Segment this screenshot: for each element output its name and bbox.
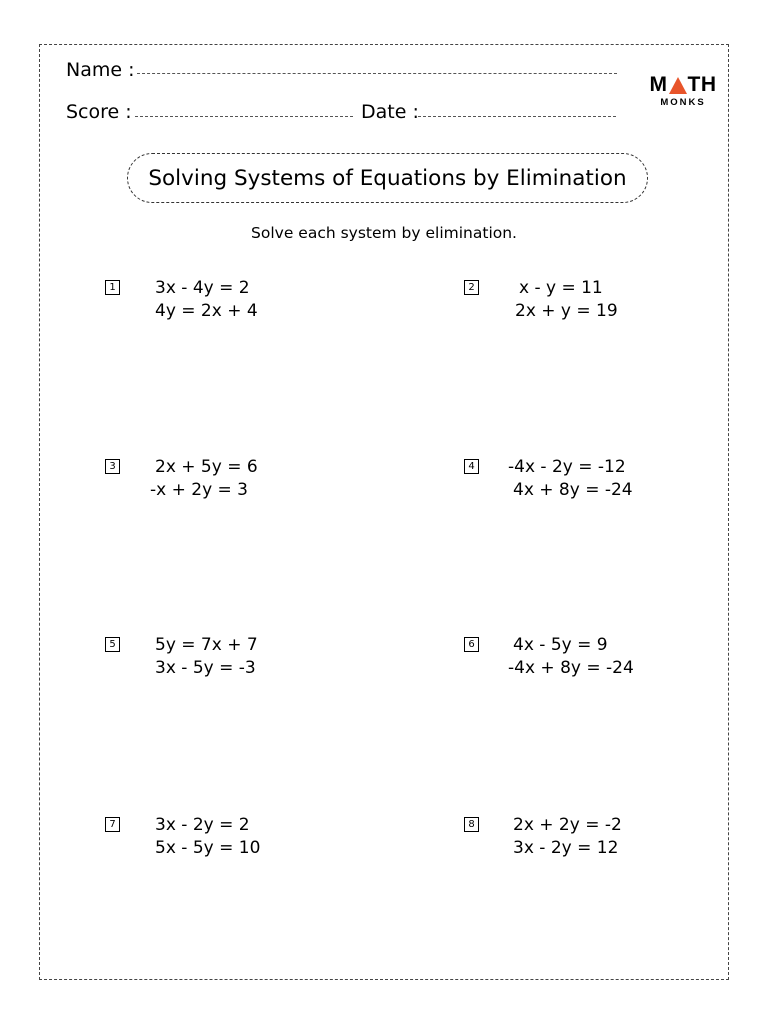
logo-subtitle: MONKS bbox=[660, 97, 706, 108]
score-input-line[interactable] bbox=[135, 116, 353, 117]
equation-1: 2x + 5y = 6 bbox=[155, 457, 258, 477]
problem-number: 4 bbox=[464, 459, 479, 474]
problem-number: 7 bbox=[105, 817, 120, 832]
problem-number: 2 bbox=[464, 280, 479, 295]
date-label: Date : bbox=[361, 101, 419, 123]
logo-word-left: M bbox=[649, 73, 668, 96]
equation-2: -x + 2y = 3 bbox=[150, 480, 248, 500]
name-label: Name : bbox=[66, 59, 135, 81]
date-input-line[interactable] bbox=[418, 116, 616, 117]
title-banner bbox=[127, 153, 648, 203]
equation-1: 4x - 5y = 9 bbox=[513, 635, 608, 655]
triangle-icon bbox=[669, 77, 687, 94]
math-monks-logo bbox=[648, 74, 718, 109]
score-label: Score : bbox=[66, 101, 132, 123]
equation-1: -4x - 2y = -12 bbox=[508, 457, 626, 477]
equation-2: 5x - 5y = 10 bbox=[155, 838, 261, 858]
equation-2: 4x + 8y = -24 bbox=[513, 480, 633, 500]
equation-1: x - y = 11 bbox=[519, 278, 603, 298]
equation-1: 2x + 2y = -2 bbox=[513, 815, 622, 835]
equation-2: -4x + 8y = -24 bbox=[508, 658, 634, 678]
problem-number: 6 bbox=[464, 637, 479, 652]
page-title: Solving Systems of Equations by Elimination bbox=[148, 165, 627, 191]
problem-number: 8 bbox=[464, 817, 479, 832]
equation-1: 3x - 2y = 2 bbox=[155, 815, 250, 835]
equation-1: 5y = 7x + 7 bbox=[155, 635, 258, 655]
equation-2: 3x - 5y = -3 bbox=[155, 658, 256, 678]
equation-1: 3x - 4y = 2 bbox=[155, 278, 250, 298]
equation-2: 2x + y = 19 bbox=[515, 301, 618, 321]
problem-number: 1 bbox=[105, 280, 120, 295]
problem-number: 5 bbox=[105, 637, 120, 652]
equation-2: 4y = 2x + 4 bbox=[155, 301, 258, 321]
logo-word-right: TH bbox=[687, 73, 717, 96]
instructions: Solve each system by elimination. bbox=[251, 224, 517, 242]
logo-wordmark bbox=[648, 74, 718, 96]
equation-2: 3x - 2y = 12 bbox=[513, 838, 619, 858]
name-input-line[interactable] bbox=[137, 73, 617, 74]
problem-number: 3 bbox=[105, 459, 120, 474]
